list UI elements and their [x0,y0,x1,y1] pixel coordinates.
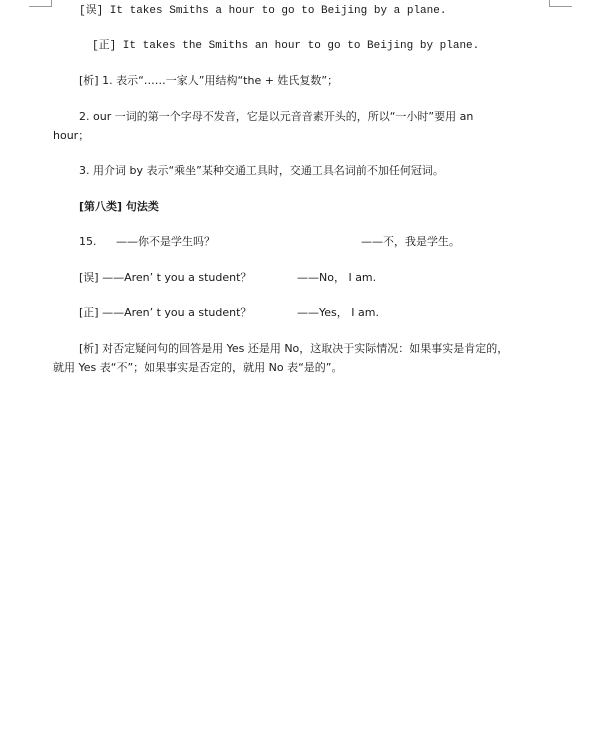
final-analysis-line1: [析] 对否定疑问句的回答是用 Yes 还是用 No，这取决于实际情况：如果事实是肯定的， [79,342,509,355]
question-answer: ——不，我是学生。 [361,235,460,248]
page-corner-mark-right [549,0,572,7]
question-prompt: ——你不是学生吗？ [116,235,215,248]
analysis-point-2-line2: hour； [53,129,90,142]
question-number: 15. [79,235,97,248]
section-heading: [第八类] 句法类 [79,200,159,213]
correct-dialogue-question: [正] ——Aren’ t you a student？ [79,306,252,319]
correct-dialogue-answer: ——Yes， I am. [297,306,379,319]
wrong-dialogue-question: [误] ——Aren’ t you a student？ [79,271,252,284]
final-analysis-line2: 就用 Yes 表“不”；如果事实是否定的，就用 No 表“是的”。 [53,361,343,374]
analysis-point-2-line1: 2. our 一词的第一个字母不发音，它是以元音音素开头的，所以“一小时”要用 an [79,110,474,123]
correct-example-line: [正] It takes the Smiths an hour to go to Beijing by plane. [92,40,480,52]
analysis-point-1: [析] 1. 表示“……一家人”用结构“the + 姓氏复数”； [79,74,339,87]
analysis-point-3: 3. 用介词 by 表示“乘坐”某种交通工具时，交通工具名词前不加任何冠词。 [79,164,444,177]
wrong-dialogue-answer: ——No， I am. [297,271,377,284]
page-corner-mark-left [29,0,52,7]
wrong-example-line: [误] It takes Smiths a hour to go to Beijing by a plane. [79,5,447,17]
